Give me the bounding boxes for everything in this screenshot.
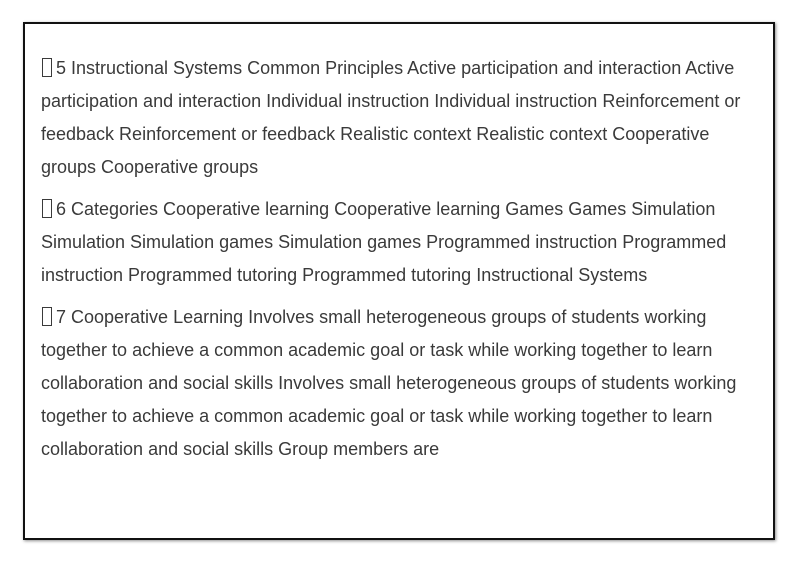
paragraph-slide-6 (41, 193, 753, 292)
paragraph-text: 7 Cooperative Learning Involves small heterogeneous groups of students working together to achieve a common academic goal or task while working together to learn collaboration and social skills Involves small heterogeneous groups of students working together to achieve a common academic goal or task while working together to learn collaboration and social skills Group members are (41, 307, 737, 459)
document-frame (23, 22, 775, 540)
paragraph-text: 5 Instructional Systems Common Principles Active participation and interaction Active participation and interaction Individual instruction Individual instruction Reinforcement or feedback Reinforcement or feedback Realistic context Realistic context Cooperative groups Cooperative groups (41, 58, 741, 177)
document-body (41, 52, 753, 475)
missing-glyph-icon (42, 58, 52, 77)
paragraph-text: 6 Categories Cooperative learning Cooperative learning Games Games Simulation Simulation Simulation games Simulation games Programmed instruction Programmed instruction Programmed tutoring Programmed tutoring Instructional Systems (41, 199, 727, 285)
paragraph-slide-5 (41, 52, 753, 184)
paragraph-slide-7 (41, 301, 753, 466)
missing-glyph-icon (42, 199, 52, 218)
missing-glyph-icon (42, 307, 52, 326)
